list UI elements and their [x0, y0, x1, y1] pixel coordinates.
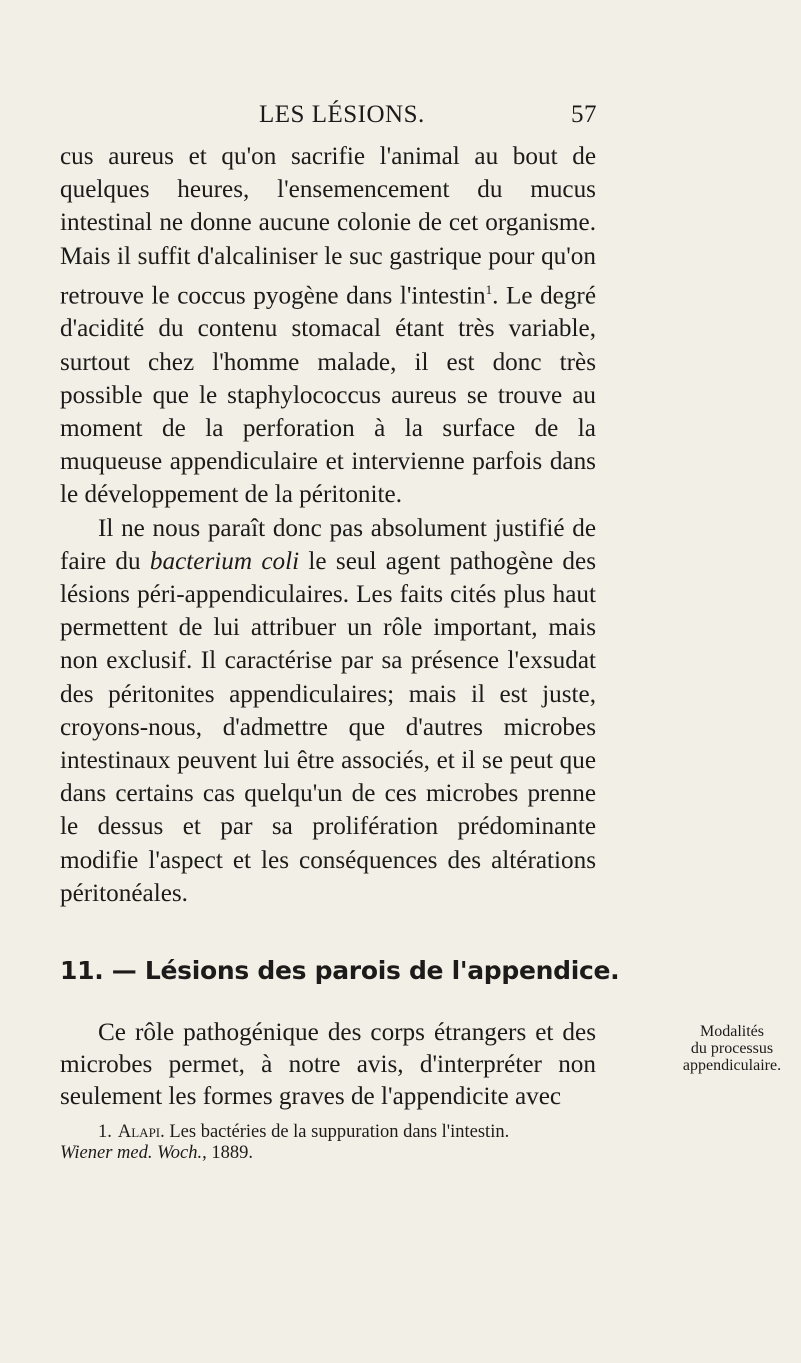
- running-head-title: LES LÉSIONS.: [259, 101, 425, 128]
- page-number: 57: [571, 101, 597, 128]
- margin-note: [662, 1023, 801, 1074]
- footnote-year: , 1889.: [202, 1143, 254, 1163]
- paragraph-2: [60, 512, 596, 910]
- paragraph-1-part-a: cus aureus et qu'on sacrifie l'animal au bout de quelques heures, l'ensemencement du mucus intestinal ne donne aucune colonie de cet organisme. Mais il suffit d'alcaliniser le suc gastrique pour qu'on retrouve le coccus pyogène dans l'intestin: [60, 143, 596, 310]
- section-text: [60, 1017, 596, 1113]
- footnote-reference: 1: [485, 281, 493, 297]
- footnote-journal: Wiener med. Woch.: [60, 1143, 203, 1163]
- footnote: [60, 1122, 620, 1164]
- footnote-text: [60, 1122, 620, 1164]
- footnote-author: Alapi.: [117, 1122, 165, 1142]
- paragraph-1: [60, 140, 596, 512]
- footnote-number: 1.: [98, 1122, 112, 1142]
- paragraph-2-part-b: le seul agent pathogène des lésions péri-appendiculaires. Les faits cités plus haut permettent de lui attribuer un rôle important, mais non exclusif. Il caractérise par sa présence l'exsudat des péritonites appendiculaires; mais il est juste, croyons-nous, d'admettre que d'autres microbes intestinaux peuvent lui être associés, et il se peut que dans certains cas quelqu'un de ces microbes prenne le dessus et par sa prolifération prédominante modifie l'aspect et les conséquences des altérations péritonéales.: [60, 547, 596, 907]
- paragraph-2-italic-term: bacterium coli: [149, 547, 300, 575]
- margin-note-line-2: du processus: [690, 1040, 774, 1057]
- paragraph-2-part-a: Il ne nous paraît donc pas absolument justifié de faire du: [60, 514, 596, 575]
- body-text: [60, 140, 596, 910]
- footnote-title: Les bactéries de la suppuration dans l'intestin.: [164, 1122, 510, 1142]
- section-paragraph: Ce rôle pathogénique des corps étrangers et des microbes permet, à notre avis, d'interpréter non seulement les formes graves de l'appendicite avec: [60, 1019, 596, 1110]
- margin-note-line-1: Modalités: [700, 1023, 764, 1040]
- section-heading: 11. — Lésions des parois de l'appendice.: [60, 956, 620, 985]
- margin-note-line-3: appendiculaire.: [682, 1057, 782, 1074]
- paragraph-1-part-b: . Le degré d'acidité du contenu stomacal étant très variable, surtout chez l'homme malade, il est donc très possible que le staphylococcus aureus se trouve au moment de la perforation à la surface de la muqueuse appendiculaire et intervienne parfois dans le développement de la péritonite.: [60, 282, 597, 509]
